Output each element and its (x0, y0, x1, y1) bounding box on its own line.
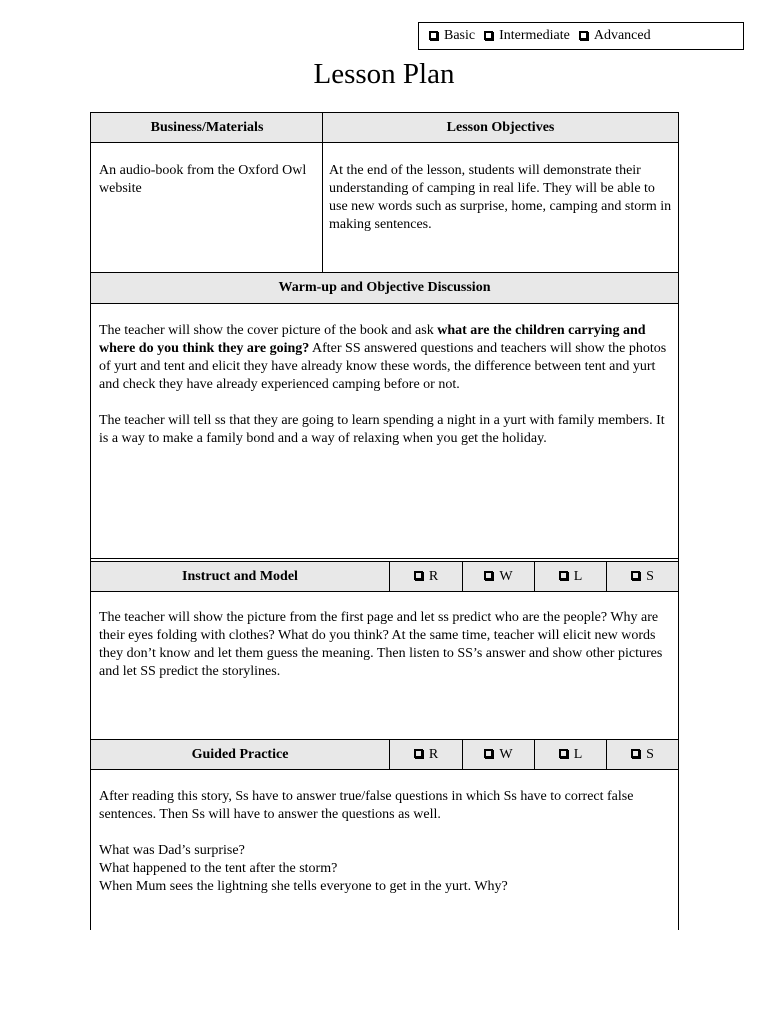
lesson-table (90, 112, 679, 930)
question-item: When Mum sees the lightning she tells everyone to get in the yurt. Why? (99, 879, 508, 894)
column-divider (322, 113, 323, 273)
skill-writing[interactable]: W (463, 562, 534, 591)
question-item: What was Dad’s surprise? (99, 843, 245, 858)
skill-listening[interactable]: L (535, 562, 606, 591)
checkbox-icon[interactable] (414, 571, 423, 580)
skill-reading[interactable]: R (390, 562, 462, 591)
question-item: What happened to the tent after the storm? (99, 861, 338, 876)
materials-header: Business/Materials (91, 113, 323, 143)
checkbox-icon[interactable] (429, 31, 438, 40)
checkbox-icon[interactable] (559, 749, 568, 758)
checkbox-icon[interactable] (631, 571, 640, 580)
guided-header: Guided Practice (191, 746, 289, 762)
instruct-header: Instruct and Model (182, 568, 298, 584)
skill-speaking[interactable]: S (607, 562, 678, 591)
materials-text: An audio-book from the Oxford Owl website (99, 163, 307, 196)
checkbox-icon[interactable] (631, 749, 640, 758)
skill-listening[interactable]: L (535, 740, 606, 769)
objectives-header: Lesson Objectives (323, 113, 678, 143)
checkbox-icon[interactable] (484, 571, 493, 580)
warmup-header: Warm-up and Objective Discussion (91, 273, 678, 304)
guided-text (99, 788, 674, 896)
checkbox-icon[interactable] (414, 749, 423, 758)
guided-paragraph: After reading this story, Ss have to answer true/false questions in which Ss have to correct false sentences. Then Ss will have to answer the questions as well. (99, 789, 634, 822)
checkbox-icon[interactable] (579, 31, 588, 40)
skill-speaking[interactable]: S (607, 740, 678, 769)
checkbox-icon[interactable] (559, 571, 568, 580)
checkbox-icon[interactable] (484, 749, 493, 758)
warmup-paragraph-2: The teacher will tell ss that they are going to learn spending a night in a yurt with family members. It is a way to make a family bond and a way of relaxing when you get the holiday. (99, 413, 665, 446)
level-advanced[interactable]: Advanced (579, 28, 651, 44)
guided-header-row (91, 740, 678, 770)
skill-writing[interactable]: W (463, 740, 534, 769)
warmup-paragraph-1: The teacher will show the cover picture of the book and ask what are the children carrying and where do you think they are going? After SS answered questions and teachers will show the photos of yurt and tent and elicit they have already know these words, the difference between tent and yurt and check they have already experienced camping before or not. (99, 323, 667, 392)
skill-reading[interactable]: R (390, 740, 462, 769)
level-basic[interactable]: Basic (429, 28, 475, 44)
level-intermediate[interactable]: Intermediate (484, 28, 570, 44)
divider (91, 558, 678, 559)
instruct-header-row (91, 562, 678, 592)
warmup-text (99, 322, 674, 448)
objectives-text: At the end of the lesson, students will demonstrate their understanding of camping in real life. They will be able to use new words such as surprise, home, camping and storm in making sentences. (329, 163, 672, 232)
level-selector (418, 22, 744, 50)
page-title: Lesson Plan (313, 58, 455, 90)
checkbox-icon[interactable] (484, 31, 493, 40)
instruct-text: The teacher will show the picture from the first page and let ss predict who are the people? Why are their eyes folding with clothes? What do you think? At the same time, teacher will elicit new words they don’t know and let them guess the meaning. Then listen to SS’s answer and show other pictures and let SS predict the storylines. (99, 610, 663, 679)
